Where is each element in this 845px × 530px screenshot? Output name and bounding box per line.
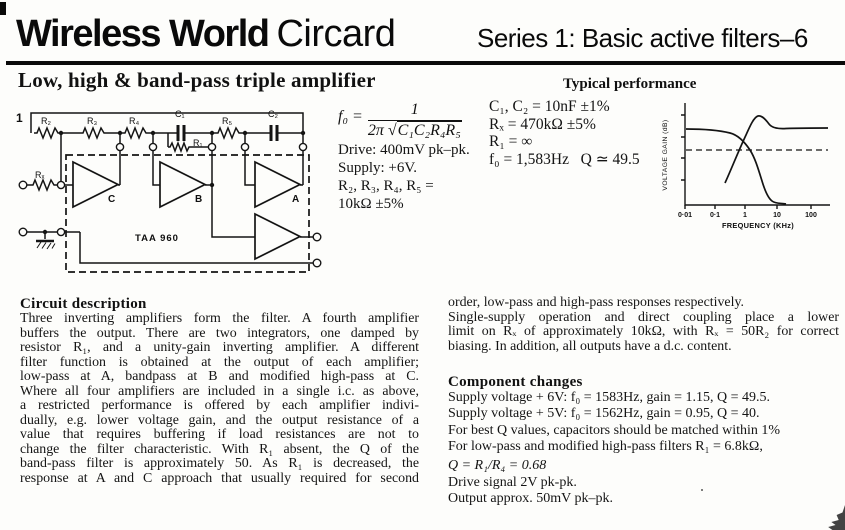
x-tick-2: 1 (743, 212, 747, 219)
scan-ink-smudge (824, 505, 845, 530)
label-rx: Rₓ (35, 170, 45, 180)
performance-value-line: Rₓ = 470kΩ ±5% (489, 115, 596, 133)
scan-corner-mark (0, 2, 6, 15)
body-text-line: band-pass filter is approximately 50. As R₁ is decreased, the (20, 456, 419, 472)
page-title: Low, high & band-pass triple amplifier (18, 68, 376, 92)
drive-note-line: R₂, R₃, R₄, R₅ = (338, 178, 434, 194)
body-text-line: Where all four amplifiers are included in a single i.c. as above, (20, 383, 419, 399)
performance-value-line: R₁ = ∞ (489, 133, 533, 150)
y-axis-label: VOLTAGE GAIN (dB) (662, 119, 669, 191)
typical-performance-heading: Typical performance (563, 76, 697, 92)
resistor-rx (30, 180, 57, 190)
radical-sign: √ (387, 122, 397, 139)
drive-note-line: Drive: 400mV pk–pk. (338, 142, 470, 158)
series-title: Series 1: Basic active filters–6 (477, 23, 808, 53)
frequency-formula (338, 101, 462, 140)
label-amp-c: C (108, 194, 116, 205)
component-change-line: For low-pass and modified high-pass filters R₁ = 6.8kΩ, (448, 439, 763, 455)
label-r3: R₃ (87, 116, 98, 126)
x-tick-1: 0·1 (709, 212, 721, 219)
label-r5: R₅ (222, 116, 233, 126)
label-r2: R₂ (41, 116, 51, 126)
component-change-line: Q = R₁/R₄ = 0.68 (448, 457, 547, 473)
body-text-line: Three inverting amplifiers form the filter. A fourth amplifier (20, 311, 419, 326)
resistor-r2 (34, 128, 61, 138)
formula-numerator: 1 (368, 101, 462, 121)
body-text-line: dually, e.g. lower voltage gain, and the output resistance of a (20, 412, 419, 428)
component-change-line: Supply voltage + 5V: f₀ = 1562Hz, gain = 0.95, Q = 40. (448, 406, 760, 422)
component-changes-heading: Component changes (448, 374, 583, 390)
masthead-wireless-world: Wireless World (16, 13, 269, 55)
scan-speck (701, 489, 703, 491)
label-c1: C₁ (175, 109, 185, 119)
resistor-r3 (80, 128, 107, 138)
performance-value-line: C₁, C₂ = 10nF ±1% (489, 98, 610, 115)
component-change-line: For best Q values, capacitors should be matched within 1% (448, 422, 781, 438)
label-amp-b: B (195, 194, 203, 205)
low-pass-curve (686, 129, 786, 204)
drive-note-line: 10kΩ ±5% (338, 196, 404, 212)
figure-number: 1 (16, 111, 23, 125)
body-text-line: a restricted performance is offered by each amplifier indivi- (20, 398, 419, 414)
label-r4: R₄ (129, 116, 140, 126)
circuit-description-body (20, 312, 419, 487)
circuit-description-heading: Circuit description (20, 296, 147, 312)
capacitor-c1 (178, 125, 184, 141)
body-text-line: low-pass at A, bandpass at B and modified high-pass at C. (20, 369, 419, 385)
component-change-line: Supply voltage + 6V: f₀ = 1583Hz, gain = 1.15, Q = 49.5. (448, 390, 771, 405)
formula-lhs: f₀ = (338, 108, 363, 125)
body-text-line: response at A and C approach that usually required for second (20, 471, 419, 487)
formula-coeff: 2π (367, 122, 388, 139)
body-text-line: value that requires buffering if load resistances are not to (20, 427, 419, 443)
header-rule (6, 61, 845, 65)
resistor-r4 (122, 128, 149, 138)
label-amp-a: A (292, 194, 300, 205)
formula-denominator (368, 121, 462, 140)
ground-symbol (36, 241, 55, 249)
x-tick-labels (678, 212, 817, 219)
component-change-line: Output approx. 50mV pk–pk. (448, 491, 614, 507)
component-changes-body (448, 390, 843, 508)
masthead (16, 13, 395, 56)
drive-note-line: Supply: +6V. (338, 160, 418, 176)
body-text-line: resistor R₁, and a unity-gain inverting amplifier. A different (20, 340, 419, 356)
component-change-line: Drive signal 2V pk-pk. (448, 475, 577, 491)
body-text-line: limit on Rₓ of approximately 10kΩ, with Rₓ = 50R₂ for correct (448, 324, 839, 340)
typical-performance-values (489, 98, 640, 168)
description-continued (448, 296, 839, 354)
body-text-line: Single-supply operation and direct coupling place a lower (448, 309, 839, 325)
x-axis-label: FREQUENCY (KHz) (721, 221, 795, 230)
body-text-line: biasing. In addition, all outputs have a d.c. content. (448, 338, 732, 354)
circuit-diagram (8, 98, 338, 293)
label-r1: R₁ (193, 138, 203, 148)
ic-label: TAA 960 (135, 233, 179, 244)
x-tick-0: 0·01 (677, 212, 693, 219)
x-tick-4: 100 (805, 212, 817, 219)
resistor-r1 (168, 133, 212, 151)
frequency-response-chart (658, 95, 845, 240)
label-c2: C₂ (268, 109, 278, 119)
performance-value-line: f₀ = 1,583Hz Q ≃ 49.5 (489, 150, 640, 168)
drive-supply-notes (338, 141, 470, 213)
masthead-circard: Circard (276, 13, 396, 55)
amplifier-buffer (255, 214, 300, 259)
x-tick-3: 10 (773, 212, 781, 219)
body-text-line: order, low-pass and high-pass responses respectively. (448, 295, 744, 310)
body-text-line: buffers the output. There are two integrators, one damped by (20, 325, 419, 341)
formula-radicand: C₁C₂R₄R₅ (397, 122, 461, 139)
body-text-line: change the filter characteristic. With R₁ absent, the Q of the (20, 441, 419, 457)
resistor-r5 (215, 128, 242, 138)
body-text-line: filter function is obtained at the output of each amplifier; (20, 354, 419, 370)
capacitor-c2 (271, 125, 277, 141)
formula-fraction (368, 101, 462, 140)
